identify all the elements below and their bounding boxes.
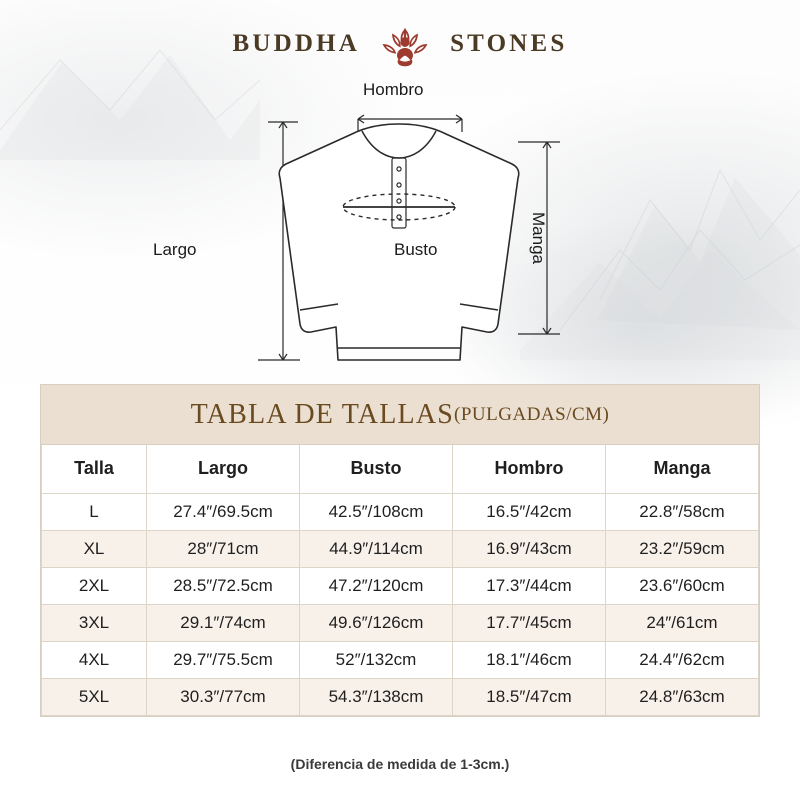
size-table-title-unit: (PULGADAS/CM): [454, 403, 610, 425]
garment-diagram-svg: [0, 72, 800, 382]
header-bust: Busto: [300, 445, 453, 493]
cell-sleeve: 24.8″/63cm: [606, 678, 759, 715]
table-row: [42, 678, 759, 715]
cell-size: XL: [42, 530, 147, 567]
label-sleeve: Manga: [529, 212, 548, 264]
cell-length: 30.3″/77cm: [147, 678, 300, 715]
table-row: [42, 530, 759, 567]
garment-illustration: [0, 72, 800, 382]
header-shoulder: Hombro: [453, 445, 606, 493]
cell-sleeve: 23.6″/60cm: [606, 567, 759, 604]
cell-bust: 47.2″/120cm: [300, 567, 453, 604]
cell-bust: 54.3″/138cm: [300, 678, 453, 715]
table-row: [42, 567, 759, 604]
size-table-title: TABLA DE TALLAS: [190, 398, 455, 430]
table-row: [42, 604, 759, 641]
cell-bust: 52″/132cm: [300, 641, 453, 678]
cell-length: 27.4″/69.5cm: [147, 493, 300, 530]
cell-shoulder: 16.5″/42cm: [453, 493, 606, 530]
header-sleeve: Manga: [606, 445, 759, 493]
header-size: Talla: [42, 445, 147, 493]
cell-shoulder: 17.3″/44cm: [453, 567, 606, 604]
size-table: [40, 384, 760, 717]
table-row: [42, 493, 759, 530]
cell-sleeve: 22.8″/58cm: [606, 493, 759, 530]
cell-shoulder: 18.1″/46cm: [453, 641, 606, 678]
measurement-note: (Diferencia de medida de 1-3cm.): [290, 756, 510, 772]
cell-size: 4XL: [42, 641, 147, 678]
cell-size: 5XL: [42, 678, 147, 715]
cell-shoulder: 18.5″/47cm: [453, 678, 606, 715]
label-shoulder: Hombro: [363, 80, 424, 99]
cell-shoulder: 17.7″/45cm: [453, 604, 606, 641]
table-row: [42, 641, 759, 678]
cell-size: L: [42, 493, 147, 530]
size-table-title-bar: [41, 385, 759, 445]
cell-bust: 49.6″/126cm: [300, 604, 453, 641]
brand-name-right: STONES: [450, 30, 568, 57]
cell-size: 2XL: [42, 567, 147, 604]
label-bust: Busto: [394, 240, 438, 259]
header-length: Largo: [147, 445, 300, 493]
cell-bust: 42.5″/108cm: [300, 493, 453, 530]
cell-bust: 44.9″/114cm: [300, 530, 453, 567]
cell-length: 28.5″/72.5cm: [147, 567, 300, 604]
brand-header: [0, 18, 800, 70]
cell-length: 29.1″/74cm: [147, 604, 300, 641]
cell-size: 3XL: [42, 604, 147, 641]
cell-shoulder: 16.9″/43cm: [453, 530, 606, 567]
cell-sleeve: 24.4″/62cm: [606, 641, 759, 678]
brand-name-left: BUDDHA: [232, 30, 361, 57]
cell-length: 29.7″/75.5cm: [147, 641, 300, 678]
size-table-grid: [41, 445, 759, 716]
lotus-meditation-icon: [374, 20, 436, 72]
table-header-row: [42, 445, 759, 493]
cell-sleeve: 24″/61cm: [606, 604, 759, 641]
label-length: Largo: [153, 240, 197, 259]
cell-sleeve: 23.2″/59cm: [606, 530, 759, 567]
cell-length: 28″/71cm: [147, 530, 300, 567]
